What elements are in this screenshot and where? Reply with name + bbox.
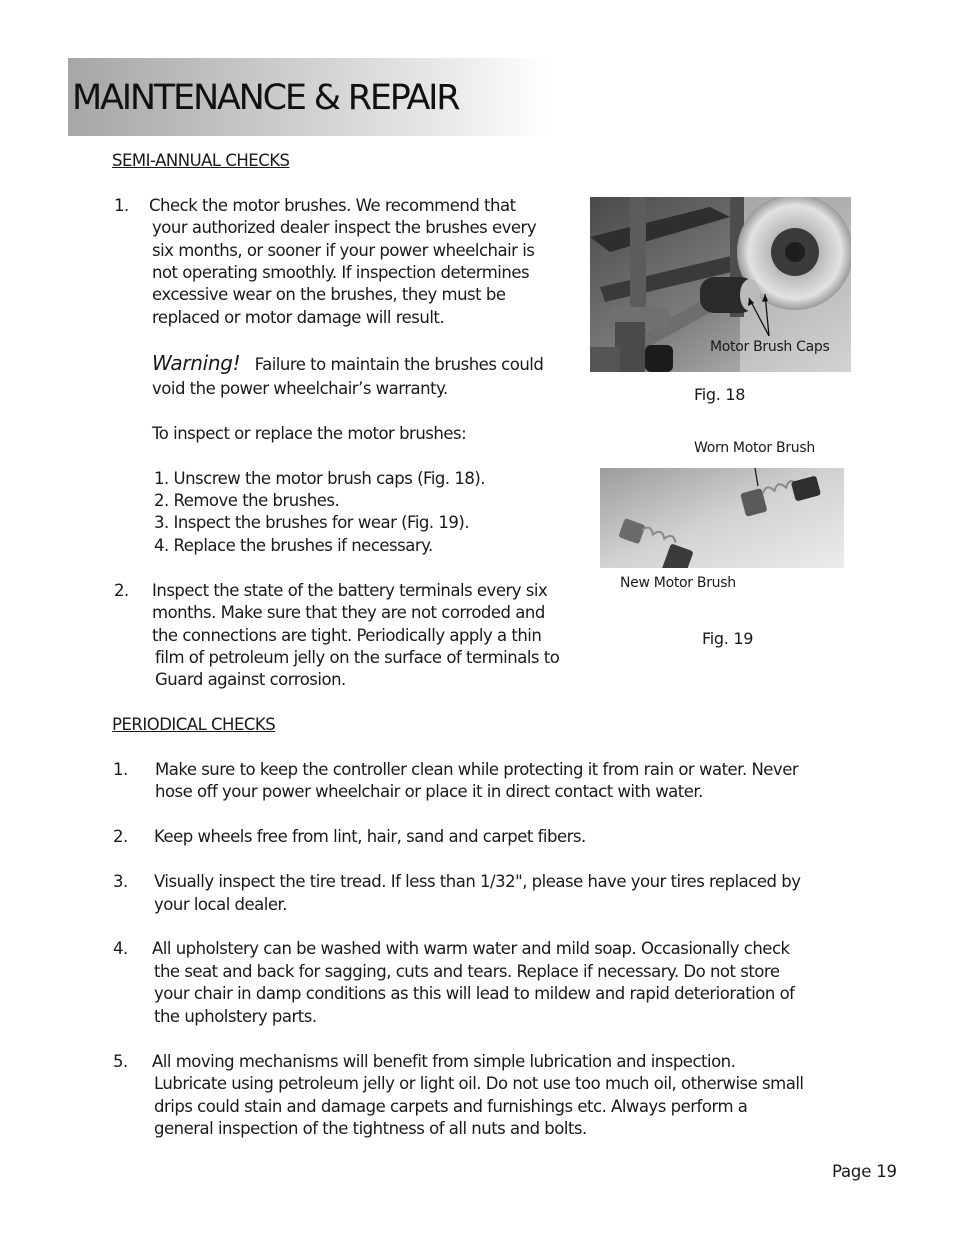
warning-text: void the power wheelchair’s warranty. (152, 379, 448, 398)
callout-arrows (735, 290, 795, 340)
inspect-step: 2. Remove the brushes. (154, 491, 340, 510)
inspect-intro: To inspect or replace the motor brushes: (152, 424, 467, 443)
fig-19-caption: Fig. 19 (702, 629, 754, 648)
motor-brush-caps-label: Motor Brush Caps (710, 339, 830, 355)
periodical-item-number: 1. (113, 760, 128, 779)
semi-item-2-line: months. Make sure that they are not corroded and (152, 603, 545, 622)
periodical-item-number: 2. (113, 827, 128, 846)
warning-text: Failure to maintain the brushes could (254, 355, 544, 374)
periodical-item-line: the upholstery parts. (154, 1007, 317, 1026)
periodical-item-line: Visually inspect the tire tread. If less than 1/32", please have your tires replaced by (154, 872, 801, 891)
periodical-item-line: Lubricate using petroleum jelly or light oil. Do not use too much oil, otherwise small (154, 1074, 804, 1093)
periodical-item-number: 4. (113, 939, 128, 958)
periodical-item-line: the seat and back for sagging, cuts and tears. Replace if necessary. Do not store (154, 962, 780, 981)
periodical-item-line: hose off your power wheelchair or place it in direct contact with water. (155, 782, 703, 801)
semi-item-1-line: excessive wear on the brushes, they must be (152, 285, 506, 304)
warning-paragraph (152, 352, 543, 376)
semi-item-1-line: six months, or sooner if your power wheelchair is (152, 241, 535, 260)
periodical-item-number: 5. (113, 1052, 128, 1071)
periodical-item-number: 3. (113, 872, 128, 891)
semi-item-1-line: Check the motor brushes. We recommend that (149, 196, 516, 215)
warning-label: Warning! (152, 351, 241, 375)
inspect-step: 3. Inspect the brushes for wear (Fig. 19). (154, 513, 470, 532)
periodical-item-line: All moving mechanisms will benefit from simple lubrication and inspection. (152, 1052, 736, 1071)
periodical-heading: PERIODICAL CHECKS (112, 715, 276, 734)
fig-18-caption: Fig. 18 (694, 385, 746, 404)
semi-item-2-number: 2. (114, 581, 129, 600)
semi-item-2-line: Inspect the state of the battery terminals every six (152, 581, 548, 600)
semi-item-1-line: replaced or motor damage will result. (152, 308, 445, 327)
periodical-item-line: All upholstery can be washed with warm water and mild soap. Occasionally check (152, 939, 790, 958)
semi-item-2-line: the connections are tight. Periodically apply a thin (152, 626, 542, 645)
periodical-item-line: Make sure to keep the controller clean while protecting it from rain or water. Never (155, 760, 799, 779)
periodical-item-line: drips could stain and damage carpets and furnishings etc. Always perform a (154, 1097, 748, 1116)
semi-annual-heading: SEMI-ANNUAL CHECKS (112, 151, 290, 170)
semi-item-2-line: Guard against corrosion. (155, 670, 346, 689)
periodical-item-line: Keep wheels free from lint, hair, sand and carpet fibers. (154, 827, 586, 846)
page-title: MAINTENANCE & REPAIR (72, 78, 459, 118)
semi-item-1-line: not operating smoothly. If inspection determines (152, 263, 530, 282)
inspect-step: 1. Unscrew the motor brush caps (Fig. 18). (154, 469, 486, 488)
periodical-item-line: your chair in damp conditions as this will lead to mildew and rapid deterioration of (154, 984, 795, 1003)
semi-item-1-line: your authorized dealer inspect the brushes every (152, 218, 537, 237)
new-motor-brush-label: New Motor Brush (620, 575, 736, 591)
worn-motor-brush-label: Worn Motor Brush (694, 440, 815, 456)
periodical-item-line: general inspection of the tightness of all nuts and bolts. (154, 1119, 587, 1138)
brushes-photo (600, 468, 844, 568)
inspect-step: 4. Replace the brushes if necessary. (154, 536, 433, 555)
page-number: Page 19 (832, 1162, 897, 1181)
periodical-item-line: your local dealer. (154, 895, 288, 914)
semi-item-2-line: film of petroleum jelly on the surface of terminals to (155, 648, 560, 667)
semi-item-1-number: 1. (114, 196, 129, 215)
